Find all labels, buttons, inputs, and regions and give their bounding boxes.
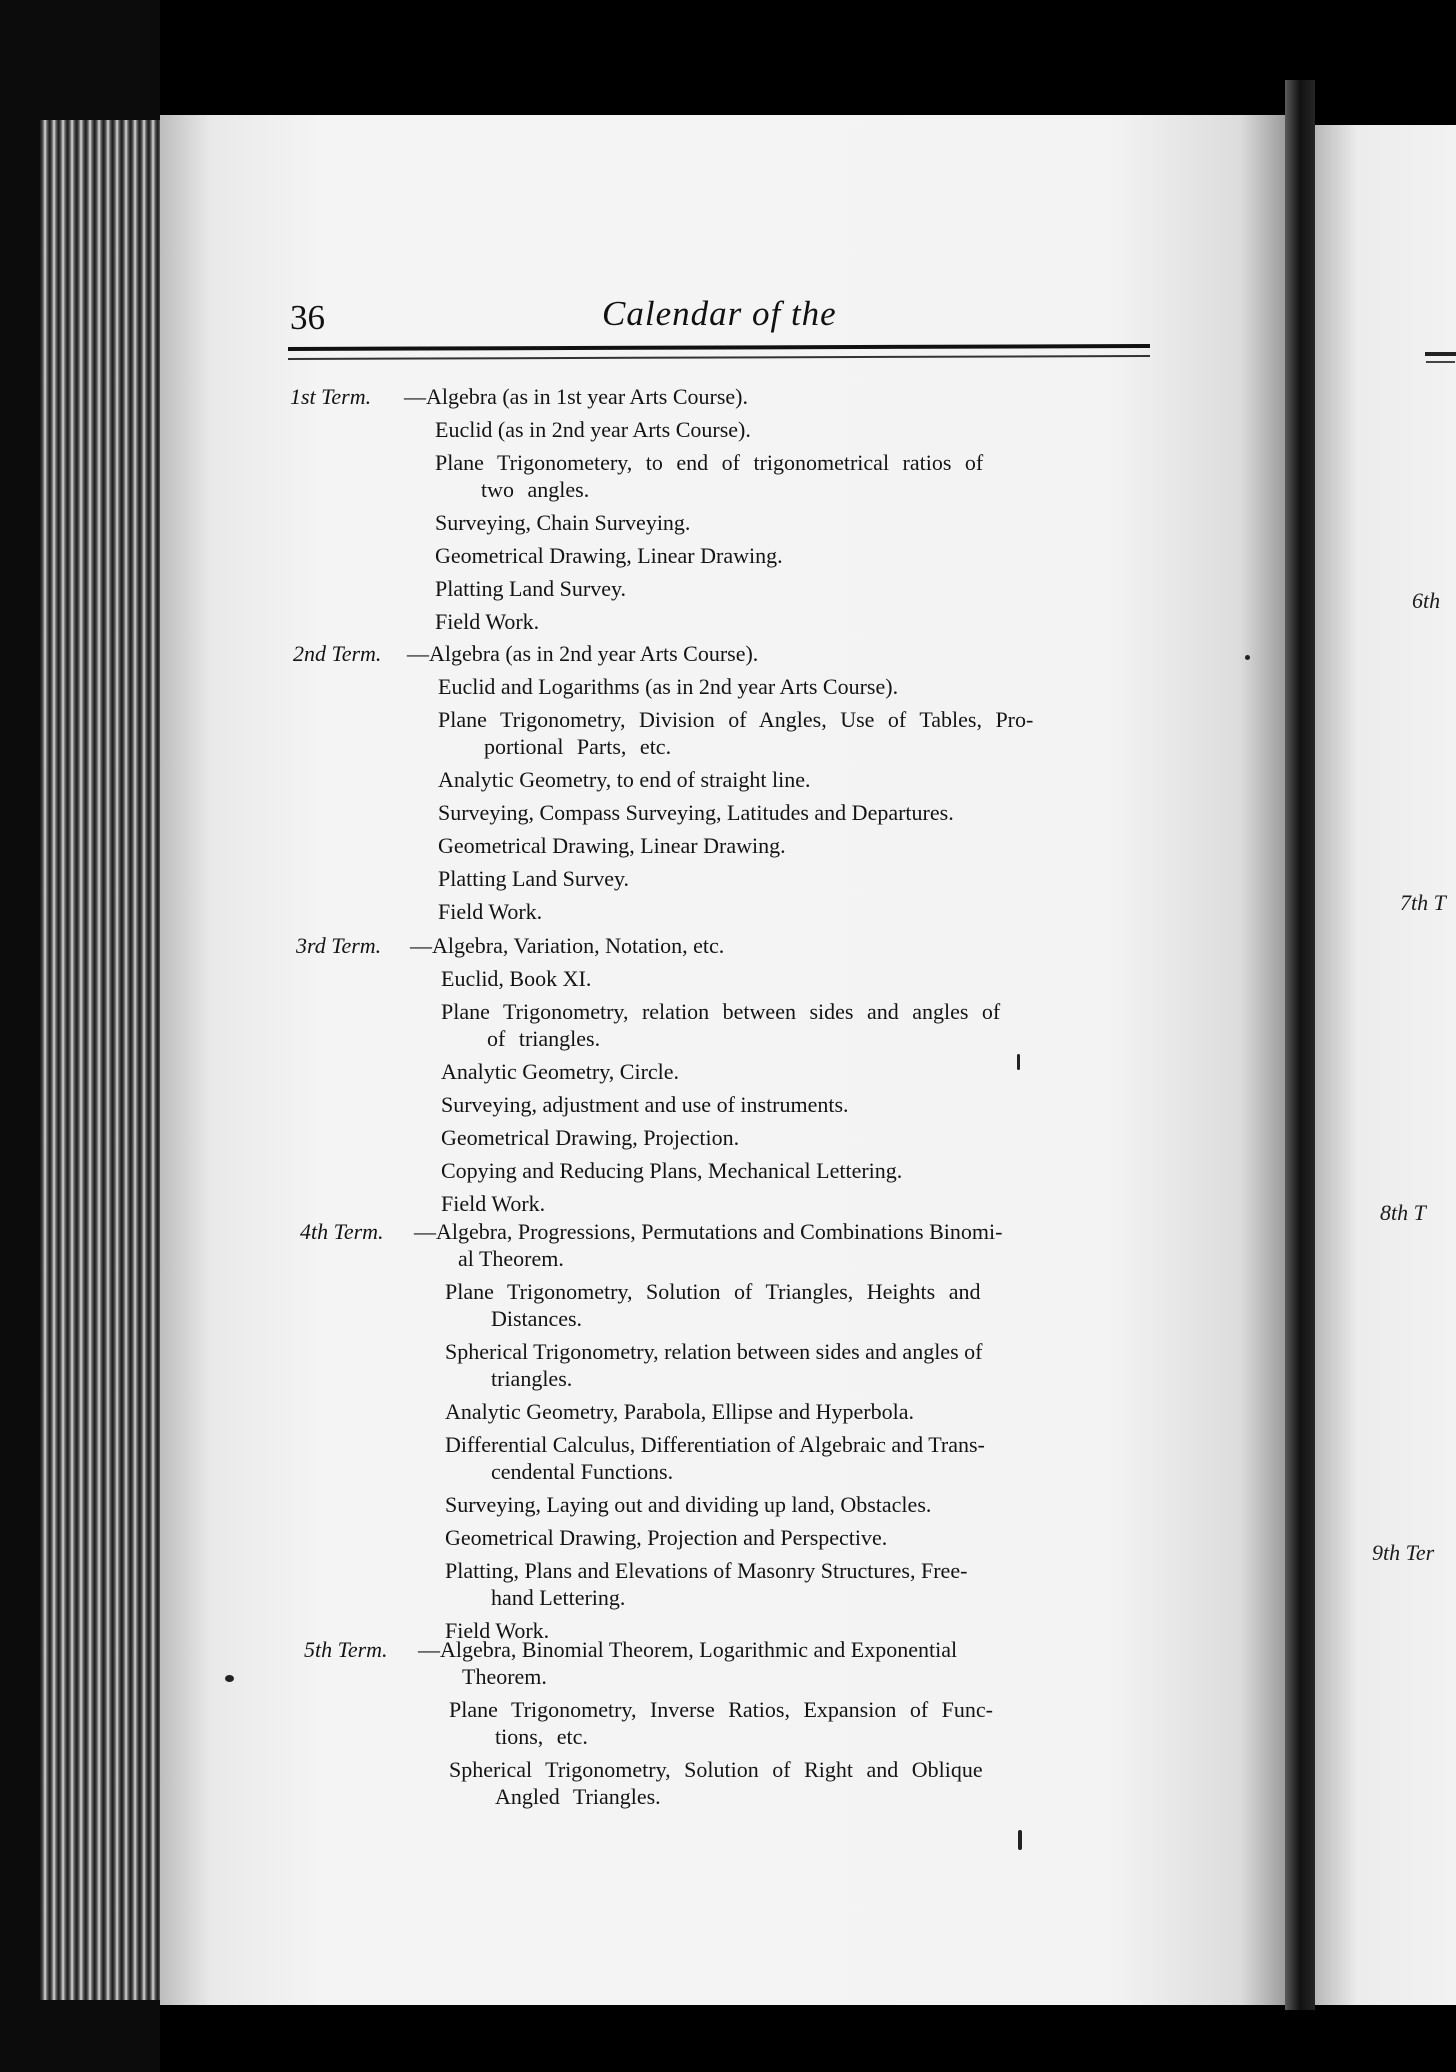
term-label: 4th Term. [300,1219,384,1244]
course-item: Geometrical Drawing, Projection and Perspective. [445,1525,888,1550]
term-block-5 [304,1636,1184,1810]
course-item-continuation: Theorem. [462,1664,547,1689]
adjacent-term-label: 9th Ter [1372,1540,1435,1565]
scan-speck [1018,1830,1022,1850]
course-item: Field Work. [445,1618,550,1643]
course-item: Surveying, Laying out and dividing up land, Obstacles. [445,1492,932,1517]
course-item: Euclid and Logarithms (as in 2nd year Arts Course). [438,674,899,699]
adjacent-term-label: 7th T [1400,890,1446,915]
course-item: Platting Land Survey. [438,866,630,891]
course-item: Analytic Geometry, Parabola, Ellipse and Hyperbola. [445,1399,914,1424]
term-label: 3rd Term. [296,933,382,958]
scan-speck [1245,655,1250,660]
course-item: Plane Trigonometry, Solution of Triangles, Heights and Distances. [445,1279,981,1331]
term-block-3 [296,932,1176,1217]
book-gutter [1285,80,1315,2010]
course-item: Field Work. [438,899,543,924]
page-number: 36 [290,298,325,337]
course-item: Euclid, Book XI. [441,966,592,991]
course-item: Plane Trigonometry, Division of Angles, Use of Tables, Pro- portional Parts, etc. [438,707,1034,759]
term-first-item: —Algebra, Binomial Theorem, Logarithmic and Exponential [418,1637,958,1662]
course-item: Plane Trigonometry, relation between sides and angles of of triangles. [441,999,1001,1051]
term-first-item: —Algebra, Progressions, Permutations and Combinations Binomi- [414,1219,1003,1244]
adjacent-term-label: 6th [1412,588,1441,613]
course-item: Spherical Trigonometry, Solution of Right and Oblique Angled Triangles. [449,1757,983,1809]
term-block-1 [290,383,1170,635]
course-item: Analytic Geometry, to end of straight line. [438,767,811,792]
term-block-4 [300,1218,1180,1644]
course-item: Surveying, Compass Surveying, Latitudes and Departures. [438,800,954,825]
adjacent-term-label: 8th T [1380,1200,1426,1225]
course-item: Geometrical Drawing, Linear Drawing. [435,543,783,568]
course-item: Plane Trigonometery, to end of trigonometrical ratios of two angles. [435,450,984,502]
course-item-continuation: al Theorem. [458,1246,564,1271]
course-item: Platting, Plans and Elevations of Masonry Structures, Free- hand Lettering. [445,1558,968,1610]
course-item: Platting Land Survey. [435,576,627,601]
term-first-item: —Algebra, Variation, Notation, etc. [410,933,725,958]
term-first-item: —Algebra (as in 2nd year Arts Course). [407,641,759,666]
term-label: 1st Term. [290,384,372,409]
term-first-item: —Algebra (as in 1st year Arts Course). [404,384,748,409]
course-item: Surveying, Chain Surveying. [435,510,691,535]
scan-speck [1017,1054,1020,1070]
adjacent-page-rule [1425,352,1456,356]
adjacent-page [1315,125,1456,2005]
term-label: 2nd Term. [293,641,382,666]
running-head: Calendar of the [602,294,837,333]
scan-speck [225,1675,234,1682]
course-item: Analytic Geometry, Circle. [441,1059,680,1084]
course-item: Plane Trigonometry, Inverse Ratios, Expansion of Func- tions, etc. [449,1697,993,1749]
course-item: Euclid (as in 2nd year Arts Course). [435,417,751,442]
course-item: Spherical Trigonometry, relation between sides and angles of triangles. [445,1339,983,1391]
course-item: Differential Calculus, Differentiation of Algebraic and Trans- cendental Functions. [445,1432,985,1484]
course-item: Copying and Reducing Plans, Mechanical Lettering. [441,1158,903,1183]
book-spine [40,120,160,2000]
course-item: Geometrical Drawing, Projection. [441,1125,740,1150]
term-label: 5th Term. [304,1637,388,1662]
course-item: Field Work. [441,1191,546,1216]
course-item: Field Work. [435,609,540,634]
course-item: Geometrical Drawing, Linear Drawing. [438,833,786,858]
course-item: Surveying, adjustment and use of instruments. [441,1092,849,1117]
term-block-2 [293,640,1173,925]
